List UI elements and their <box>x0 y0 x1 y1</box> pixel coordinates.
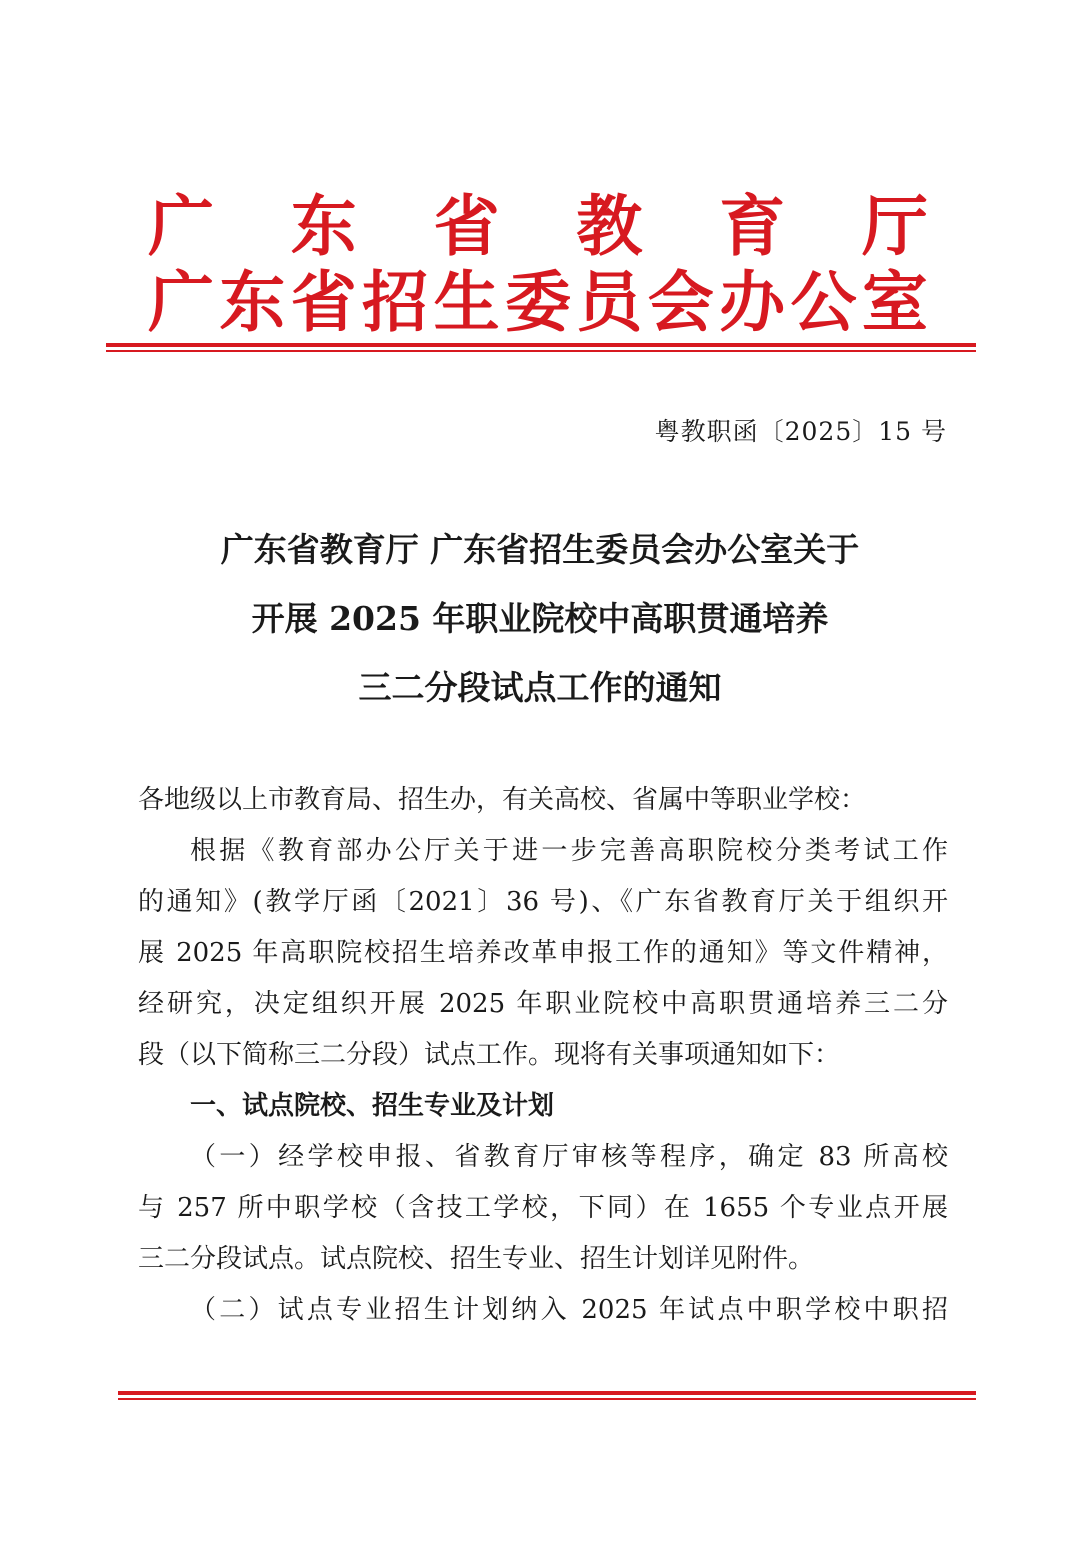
letterhead-char: 员 <box>576 263 643 341</box>
letterhead-line-2 <box>148 263 928 341</box>
letterhead-char: 室 <box>861 263 928 341</box>
paragraph-line: 三二分段试点。试点院校、招生专业、招生计划详见附件。 <box>138 1244 815 1274</box>
paragraph-line: 展 2025 年高职院校招生培养改革申报工作的通知》等文件精神， <box>138 938 948 968</box>
paragraph-line: （一）经学校申报、省教育厅审核等程序，确定 83 所高校 <box>190 1142 948 1172</box>
letterhead-char: 省 <box>433 187 500 265</box>
salutation: 各地级以上市教育局、招生办，有关高校、省属中等职业学校： <box>138 785 867 815</box>
paragraph-line: 与 257 所中职学校（含技工学校，下同）在 1655 个专业点开展 <box>138 1193 948 1223</box>
letterhead-char: 广 <box>148 263 214 341</box>
letterhead-char: 东 <box>290 187 357 265</box>
document-title-line-1: 广东省教育厅 广东省招生委员会办公室关于 <box>220 530 860 569</box>
letterhead-char: 委 <box>504 263 571 341</box>
paragraph-line: 段（以下简称三二分段）试点工作。现将有关事项通知如下： <box>138 1040 841 1070</box>
letterhead-divider-thick <box>106 343 976 347</box>
letterhead-char: 招 <box>362 263 429 341</box>
letterhead-char: 省 <box>290 263 357 341</box>
letterhead-char: 办 <box>719 263 786 341</box>
section-heading: 一、试点院校、招生专业及计划 <box>190 1091 555 1121</box>
letterhead-char: 东 <box>219 263 286 341</box>
document-title-line-3: 三二分段试点工作的通知 <box>358 668 722 707</box>
letterhead-divider-thin <box>106 350 976 352</box>
letterhead-char: 会 <box>647 263 714 341</box>
letterhead-char: 公 <box>790 263 857 341</box>
paragraph-line: 的通知》(教学厅函〔2021〕36 号)、《广东省教育厅关于组织开 <box>138 887 948 917</box>
document-number: 粤教职函〔2025〕15 号 <box>654 417 947 446</box>
letterhead-char: 育 <box>719 187 786 265</box>
paragraph-line: 经研究，决定组织开展 2025 年职业院校中高职贯通培养三二分 <box>138 989 948 1019</box>
letterhead-char: 生 <box>433 263 500 341</box>
footer-divider-thin <box>118 1398 976 1400</box>
letterhead-char: 厅 <box>861 187 928 265</box>
paragraph-line: 根据《教育部办公厅关于进一步完善高职院校分类考试工作 <box>190 836 948 866</box>
footer-divider-thick <box>118 1391 976 1395</box>
document-title-line-2: 开展 2025 年职业院校中高职贯通培养 <box>251 599 829 638</box>
letterhead-char: 广 <box>148 187 214 265</box>
letterhead-line-1 <box>148 187 928 265</box>
paragraph-line: （二）试点专业招生计划纳入 2025 年试点中职学校中职招 <box>190 1295 948 1325</box>
letterhead-char: 教 <box>576 187 643 265</box>
